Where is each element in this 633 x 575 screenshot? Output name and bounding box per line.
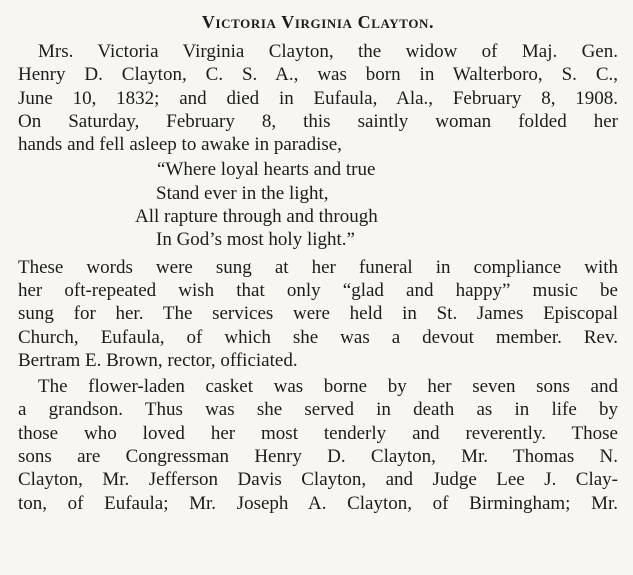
page-title: Victoria Virginia Clayton. bbox=[201, 12, 435, 32]
verse-quote bbox=[18, 158, 618, 251]
verse-line: In God’s most holy light.” bbox=[156, 229, 355, 251]
text-line: her oft-repeated wish that only “glad and happy” music be bbox=[18, 279, 618, 301]
text-line: Mrs. Victoria Virginia Clayton, the widow of Maj. Gen. bbox=[38, 41, 618, 62]
text-line: sung for her. The services were held in St. James Episcopal bbox=[18, 303, 618, 325]
text-line: Church, Eufaula, of which she was a devout member. Rev. bbox=[18, 326, 618, 348]
text-line: These words were sung at her funeral in compliance with bbox=[18, 256, 618, 278]
document-page bbox=[18, 10, 618, 515]
verse-line: “Where loyal hearts and true bbox=[157, 159, 376, 181]
text-line: those who loved her most tenderly and reverently. Those bbox=[18, 422, 618, 444]
text-line: Bertram E. Brown, rector, officiated. bbox=[18, 349, 298, 371]
text-line: The flower-laden casket was borne by her seven sons and bbox=[38, 376, 618, 398]
paragraph-2 bbox=[18, 256, 618, 372]
text-line: Henry D. Clayton, C. S. A., was born in Walterboro, S. C., bbox=[18, 64, 618, 86]
text-line: ton, of Eufaula; Mr. Joseph A. Clayton, of Birmingham; Mr. bbox=[18, 492, 618, 514]
paragraph-3 bbox=[18, 375, 618, 515]
verse-line: All rapture through and through bbox=[135, 206, 378, 228]
text-line: June 10, 1832; and died in Eufaula, Ala., February 8, 1908. bbox=[18, 87, 618, 109]
text-line: sons are Congressman Henry D. Clayton, Mr. Thomas N. bbox=[18, 446, 618, 468]
verse-line: Stand ever in the light, bbox=[156, 182, 329, 204]
text-line: hands and fell asleep to awake in paradise, bbox=[18, 134, 342, 156]
text-line: a grandson. Thus was she served in death as in life by bbox=[18, 399, 618, 421]
text-line: On Saturday, February 8, this saintly woman folded her bbox=[18, 110, 618, 132]
paragraph-1 bbox=[18, 40, 618, 156]
text-line: Clayton, Mr. Jefferson Davis Clayton, and Judge Lee J. Clay- bbox=[18, 469, 618, 491]
